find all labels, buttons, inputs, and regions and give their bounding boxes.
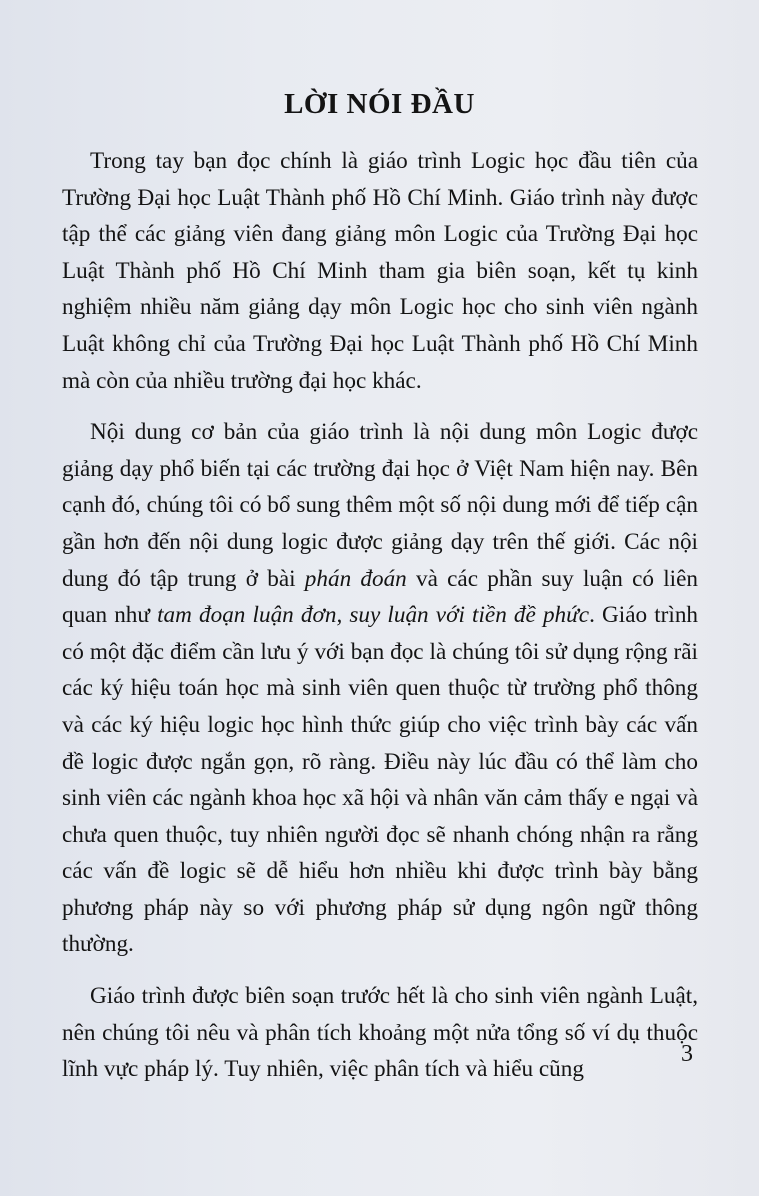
paragraph-1: Trong tay bạn đọc chính là giáo trình Logic học đầu tiên của Trường Đại học Luật Thành phố Hồ Chí Minh. Giáo trình này được tập thể các giảng viên đang giảng môn Logic của Trường Đại học Luật Thành phố Hồ Chí Minh tham gia biên soạn, kết tụ kinh nghiệm nhiều năm giảng dạy môn Logic học cho sinh viên ngành Luật không chỉ của Trường Đại học Luật Thành phố Hồ Chí Minh mà còn của nhiều trường đại học khác.: [62, 148, 698, 394]
body-text: [62, 143, 698, 1103]
paragraph-2-text-3: . Giáo trình có một đặc điểm cần lưu ý với bạn đọc là chúng tôi sử dụng rộng rãi các ký hiệu toán học mà sinh viên quen thuộc từ trường phổ thông và các ký hiệu logic học hình thức giúp cho việc trình bày các vấn đề logic được ngắn gọn, rõ ràng. Điều này lúc đầu có thể làm cho sinh viên các ngành khoa học xã hội và nhân văn cảm thấy e ngại và chưa quen thuộc, tuy nhiên người đọc sẽ nhanh chóng nhận ra rằng các vấn đề logic sẽ dễ hiểu hơn nhiều khi được trình bày bằng phương pháp này so với phương pháp sử dụng ngôn ngữ thông thường.: [62, 602, 699, 958]
paragraph-2-text-1: Nội dung cơ bản của giáo trình là nội dung môn Logic được giảng dạy phổ biến tại các trường đại học ở Việt Nam hiện nay. Bên cạnh đó, chúng tôi có bổ sung thêm một số nội dung mới để tiếp cận gần hơn đến nội dung logic được giảng dạy trên thế giới. Các nội dung đó tập trung ở bài: [62, 419, 698, 592]
page-title: LỜI NÓI ĐẦU: [284, 88, 475, 120]
paragraph-2-text-2: và các phần suy luận có liên quan như: [62, 565, 698, 629]
page-number: 3: [681, 1041, 693, 1067]
paragraph-2-italic-1: phán đoán: [304, 565, 407, 592]
paragraph-2-italic-2: tam đoạn luận đơn, suy luận với tiền đề phức: [157, 602, 590, 629]
paragraph-2: [62, 414, 698, 963]
paragraph-3: Giáo trình được biên soạn trước hết là cho sinh viên ngành Luật, nên chúng tôi nêu và phân tích khoảng một nửa tổng số ví dụ thuộc lĩnh vực pháp lý. Tuy nhiên, việc phân tích và hiểu cũng: [62, 983, 698, 1083]
